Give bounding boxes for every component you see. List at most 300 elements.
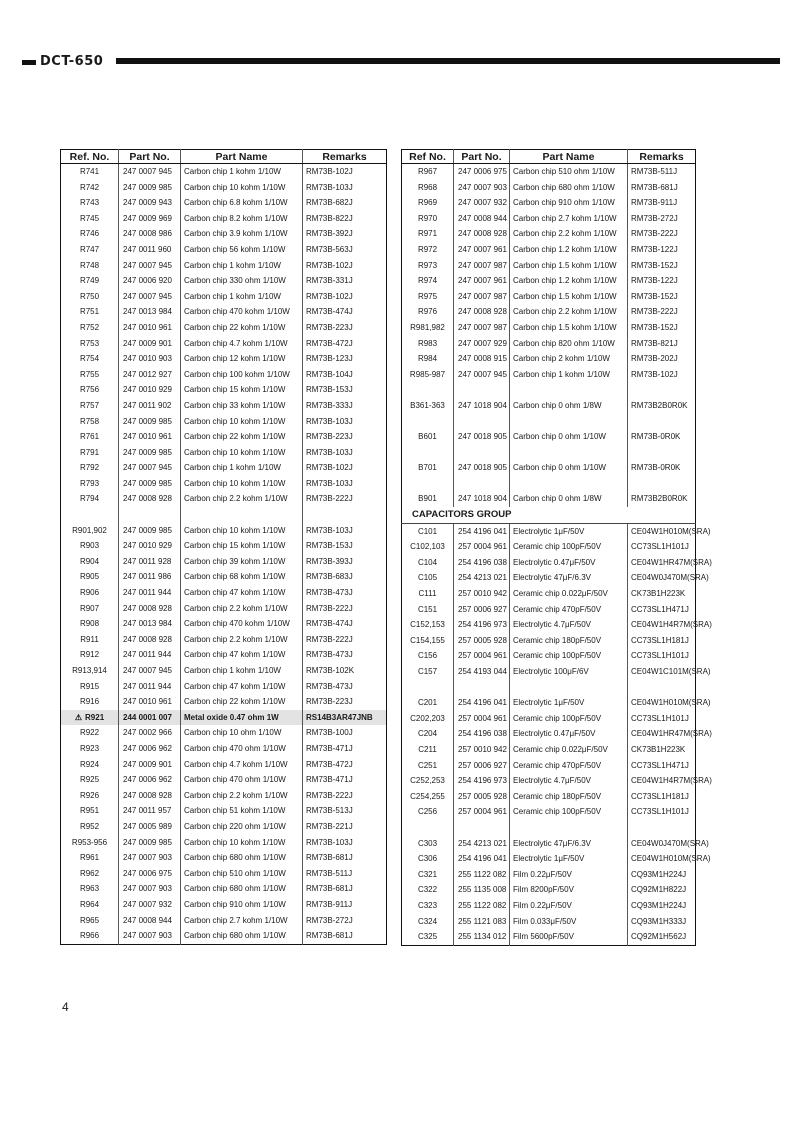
remarks-cell [628, 680, 696, 696]
part-no-cell: 247 0007 961 [454, 273, 510, 289]
ref-no-cell: R748 [79, 260, 100, 270]
part-no-cell: 247 0006 975 [119, 866, 181, 882]
table-header-row [402, 150, 696, 164]
remarks-cell: RM73B-911J [628, 195, 696, 211]
ref-no-cell: C154,155 [410, 635, 445, 645]
table-row [402, 336, 696, 352]
ref-no-cell: C202,203 [410, 713, 445, 723]
part-name-cell: Carbon chip 0 ohm 1/10W [510, 429, 628, 445]
ref-no-cell: R912 [79, 650, 100, 660]
part-name-cell: Carbon chip 1 kohm 1/10W [181, 164, 303, 180]
table-row [61, 351, 387, 367]
part-no-cell: 244 0001 007 [119, 710, 181, 726]
table-row [402, 491, 696, 507]
ref-no-cell: C251 [417, 760, 438, 770]
remarks-cell: RM73B-100J [303, 725, 387, 741]
part-no-cell: 257 0004 961 [454, 648, 510, 664]
part-name-cell: Ceramic chip 100pF/50V [510, 804, 628, 820]
remarks-cell: RM73B2B0R0K [628, 491, 696, 507]
part-name-cell: Carbon chip 8.2 kohm 1/10W [181, 211, 303, 227]
part-no-cell: 254 4196 041 [454, 851, 510, 867]
warning-icon: ⚠ [74, 712, 83, 722]
table-row [61, 289, 387, 305]
model-title: DCT-650 [40, 54, 104, 69]
part-no-cell: 247 0010 929 [119, 538, 181, 554]
remarks-cell: RM73B-102J [628, 367, 696, 383]
part-no-cell: 254 4196 973 [454, 773, 510, 789]
ref-no-cell: R925 [79, 775, 100, 785]
table-row [61, 850, 387, 866]
remarks-cell: CE04W1H4R7M(SRA) [628, 617, 696, 633]
ref-no-cell: R965 [79, 915, 100, 925]
part-no-cell: 255 1121 083 [454, 914, 510, 930]
table-row [61, 897, 387, 913]
remarks-cell: RM73B-221J [303, 819, 387, 835]
remarks-cell: CE04W1H4R7M(SRA) [628, 773, 696, 789]
table-row [61, 819, 387, 835]
ref-no-cell: R953-956 [71, 837, 108, 847]
part-no-cell: 247 0008 928 [119, 601, 181, 617]
ref-no-cell: R976 [417, 307, 438, 317]
part-no-cell: 247 0018 905 [454, 429, 510, 445]
part-no-cell: 247 0007 929 [454, 336, 510, 352]
ref-no-cell: R915 [79, 681, 100, 691]
part-no-cell [454, 382, 510, 398]
part-name-cell: Carbon chip 910 ohm 1/10W [510, 195, 628, 211]
remarks-cell [303, 507, 387, 523]
remarks-cell: RM73B-331J [303, 273, 387, 289]
part-no-cell: 254 4196 038 [454, 555, 510, 571]
remarks-cell: RM73B-472J [303, 757, 387, 773]
table-row [402, 758, 696, 774]
table-row [61, 336, 387, 352]
table-row [402, 164, 696, 180]
part-no-cell: 247 0009 969 [119, 211, 181, 227]
table-row [61, 382, 387, 398]
ref-no-cell: C201 [417, 698, 438, 708]
table-row [402, 555, 696, 571]
part-no-cell: 247 0007 987 [454, 320, 510, 336]
part-name-cell: Carbon chip 3.9 kohm 1/10W [181, 226, 303, 242]
ref-no-cell: C254,255 [410, 791, 445, 801]
remarks-cell: RM73B-333J [303, 398, 387, 414]
ref-no-cell: R753 [79, 338, 100, 348]
ref-no-cell: B361-363 [410, 400, 445, 410]
remarks-cell: CQ93M1H224J [628, 898, 696, 914]
part-no-cell: 257 0010 942 [454, 742, 510, 758]
ref-no-cell: C306 [417, 854, 438, 864]
col-remarks: Remarks [628, 150, 696, 164]
part-name-cell: Carbon chip 680 ohm 1/10W [181, 928, 303, 944]
table-row [402, 195, 696, 211]
remarks-cell: RM73B-272J [303, 913, 387, 929]
part-no-cell: 254 4193 044 [454, 664, 510, 680]
part-no-cell: 247 0007 903 [454, 180, 510, 196]
ref-no-cell: R746 [79, 229, 100, 239]
table-row [61, 460, 387, 476]
part-name-cell: Carbon chip 680 ohm 1/10W [181, 881, 303, 897]
part-no-cell: 247 0009 985 [119, 414, 181, 430]
part-name-cell: Carbon chip 2.2 kohm 1/10W [181, 491, 303, 507]
ref-no-cell: R747 [79, 244, 100, 254]
table-row [402, 460, 696, 476]
table-row [61, 304, 387, 320]
part-no-cell: 247 0011 928 [119, 554, 181, 570]
remarks-cell: RM73B-103J [303, 523, 387, 539]
table-row [402, 929, 696, 945]
table-row [61, 523, 387, 539]
part-no-cell: 247 0010 961 [119, 320, 181, 336]
table-row [61, 476, 387, 492]
remarks-cell: RM73B-681J [303, 928, 387, 944]
ref-no-cell: R970 [417, 213, 438, 223]
ref-no-cell: R755 [79, 369, 100, 379]
part-name-cell: Carbon chip 1 kohm 1/10W [181, 258, 303, 274]
col-ref-no: Ref No. [402, 150, 454, 164]
part-no-cell: 247 0007 903 [119, 850, 181, 866]
part-name-cell: Ceramic chip 0.022μF/50V [510, 742, 628, 758]
ref-no-cell: R961 [79, 853, 100, 863]
part-name-cell: Film 0.22μF/50V [510, 898, 628, 914]
table-row [61, 398, 387, 414]
part-no-cell: 254 4196 038 [454, 726, 510, 742]
part-name-cell: Electrolytic 1μF/50V [510, 695, 628, 711]
remarks-cell: CK73B1H223K [628, 742, 696, 758]
remarks-cell: CC73SL1H101J [628, 648, 696, 664]
part-no-cell: 247 0011 960 [119, 242, 181, 258]
remarks-cell: RM73B-104J [303, 367, 387, 383]
table-row [61, 601, 387, 617]
part-name-cell: Ceramic chip 470pF/50V [510, 602, 628, 618]
part-name-cell: Electrolytic 1μF/50V [510, 523, 628, 539]
part-no-cell: 247 0009 985 [119, 445, 181, 461]
remarks-cell: RM73B-222J [303, 491, 387, 507]
ref-no-cell: R924 [79, 759, 100, 769]
ref-no-cell: R908 [79, 619, 100, 629]
ref-no-cell: R906 [79, 588, 100, 598]
table-row [402, 382, 696, 398]
ref-no-cell: R754 [79, 354, 100, 364]
table-row [402, 633, 696, 649]
remarks-cell [628, 820, 696, 836]
part-name-cell: Carbon chip 910 ohm 1/10W [181, 897, 303, 913]
part-no-cell: 247 0010 929 [119, 382, 181, 398]
part-name-cell [510, 414, 628, 430]
table-row [402, 898, 696, 914]
ref-no-cell: R742 [79, 182, 100, 192]
part-no-cell: 254 4213 021 [454, 836, 510, 852]
part-no-cell: 247 0005 989 [119, 819, 181, 835]
ref-no-cell: R756 [79, 385, 100, 395]
remarks-cell: CE04W0J470M(SRA) [628, 836, 696, 852]
table-row [402, 367, 696, 383]
table-row [61, 725, 387, 741]
part-name-cell: Carbon chip 2.2 kohm 1/10W [181, 788, 303, 804]
ref-no-cell: C104 [417, 557, 438, 567]
ref-no-cell: C105 [417, 573, 438, 583]
part-no-cell [454, 414, 510, 430]
ref-no-cell: R962 [79, 868, 100, 878]
remarks-cell: RM73B-681J [628, 180, 696, 196]
table-row [402, 445, 696, 461]
remarks-cell: CE04W0J470M(SRA) [628, 570, 696, 586]
table-row [61, 757, 387, 773]
part-no-cell: 247 0007 945 [119, 289, 181, 305]
part-name-cell: Electrolytic 4.7μF/50V [510, 773, 628, 789]
table-row [61, 788, 387, 804]
part-name-cell: Carbon chip 470 ohm 1/10W [181, 772, 303, 788]
parts-table-right [401, 149, 712, 946]
remarks-cell: RM73B-471J [303, 741, 387, 757]
table-row [402, 242, 696, 258]
part-no-cell: 247 0007 903 [119, 928, 181, 944]
remarks-cell: RM73B-682J [303, 195, 387, 211]
remarks-cell: RM73B-822J [303, 211, 387, 227]
ref-no-cell: C101 [417, 526, 438, 536]
remarks-cell: RM73B-272J [628, 211, 696, 227]
part-no-cell: 257 0005 928 [454, 633, 510, 649]
part-name-cell [181, 507, 303, 523]
part-name-cell: Carbon chip 47 kohm 1/10W [181, 679, 303, 695]
part-no-cell: 247 0009 985 [119, 523, 181, 539]
remarks-cell: RM73B-102J [303, 258, 387, 274]
part-name-cell [510, 680, 628, 696]
part-name-cell: Carbon chip 510 ohm 1/10W [181, 866, 303, 882]
part-name-cell: Ceramic chip 180pF/50V [510, 789, 628, 805]
col-part-name: Part Name [510, 150, 628, 164]
table-row [61, 585, 387, 601]
part-name-cell: Carbon chip 2.2 kohm 1/10W [510, 304, 628, 320]
part-no-cell: 255 1122 082 [454, 867, 510, 883]
part-no-cell: 254 4196 041 [454, 695, 510, 711]
part-no-cell: 255 1122 082 [454, 898, 510, 914]
table-row [61, 710, 387, 726]
part-name-cell: Film 8200pF/50V [510, 882, 628, 898]
ref-no-cell: R926 [79, 790, 100, 800]
remarks-cell: RM73B-222J [628, 226, 696, 242]
ref-no-cell [402, 820, 454, 836]
part-name-cell: Metal oxide 0.47 ohm 1W [181, 710, 303, 726]
table-row [61, 367, 387, 383]
table-row [402, 664, 696, 680]
table-row [61, 180, 387, 196]
ref-no-cell [61, 710, 119, 726]
remarks-cell: CQ93M1H333J [628, 914, 696, 930]
table-row [402, 648, 696, 664]
part-name-cell: Carbon chip 51 kohm 1/10W [181, 803, 303, 819]
ref-no-cell: R973 [417, 260, 438, 270]
part-name-cell: Carbon chip 15 kohm 1/10W [181, 382, 303, 398]
remarks-cell: CC73SL1H101J [628, 539, 696, 555]
part-name-cell: Carbon chip 47 kohm 1/10W [181, 647, 303, 663]
part-no-cell: 254 4196 041 [454, 523, 510, 539]
ref-no-cell: R968 [417, 182, 438, 192]
part-name-cell: Carbon chip 0 ohm 1/8W [510, 398, 628, 414]
remarks-cell: RM73B-103J [303, 414, 387, 430]
table-row [61, 445, 387, 461]
remarks-cell: RM73B-152J [628, 289, 696, 305]
ref-no-cell: C156 [417, 651, 438, 661]
part-name-cell: Carbon chip 2 kohm 1/10W [510, 351, 628, 367]
table-row [61, 694, 387, 710]
ref-no-cell: C211 [418, 744, 437, 754]
part-no-cell: 247 0011 944 [119, 647, 181, 663]
part-no-cell: 257 0004 961 [454, 804, 510, 820]
part-no-cell: 247 0008 928 [119, 632, 181, 648]
part-no-cell: 247 0009 985 [119, 835, 181, 851]
remarks-cell: RM73B-223J [303, 320, 387, 336]
remarks-cell: CE04W1H010M(SRA) [628, 851, 696, 867]
part-no-cell: 247 0007 903 [119, 881, 181, 897]
table-row [61, 913, 387, 929]
ref-no-cell: R969 [417, 198, 438, 208]
part-no-cell: 247 0007 945 [119, 258, 181, 274]
ref-no-cell: R793 [79, 478, 100, 488]
table-row [402, 180, 696, 196]
part-name-cell: Film 0.22μF/50V [510, 867, 628, 883]
remarks-cell: RM73B-471J [303, 772, 387, 788]
table-row [402, 726, 696, 742]
remarks-cell: RM73B-122J [628, 273, 696, 289]
part-name-cell: Film 0.033μF/50V [510, 914, 628, 930]
remarks-cell: RM73B-513J [303, 803, 387, 819]
ref-no-cell: R911 [80, 634, 99, 644]
part-no-cell: 247 0007 945 [454, 367, 510, 383]
ref-no-cell: R985-987 [409, 369, 446, 379]
part-name-cell: Film 5600pF/50V [510, 929, 628, 945]
remarks-cell: RM73B-103J [303, 180, 387, 196]
part-name-cell: Carbon chip 820 ohm 1/10W [510, 336, 628, 352]
table-row [402, 523, 696, 539]
remarks-cell: RM73B-102K [303, 663, 387, 679]
remarks-cell: CQ92M1H562J [628, 929, 696, 945]
part-no-cell: 257 0005 928 [454, 789, 510, 805]
table-row [402, 882, 696, 898]
ref-no-cell: R761 [79, 432, 100, 442]
part-name-cell: Carbon chip 0 ohm 1/10W [510, 460, 628, 476]
ref-no-cell: R791 [79, 447, 100, 457]
remarks-cell: RM73B-223J [303, 694, 387, 710]
ref-no-cell: R752 [79, 322, 100, 332]
remarks-cell: RM73B-681J [303, 850, 387, 866]
part-no-cell [454, 445, 510, 461]
remarks-cell: RM73B-102J [303, 289, 387, 305]
remarks-cell: CE04W1HR47M(SRA) [628, 555, 696, 571]
table-row [402, 914, 696, 930]
ref-no-cell: R749 [79, 276, 100, 286]
remarks-cell: RM73B-0R0K [628, 429, 696, 445]
ref-no-cell: C256 [417, 807, 438, 817]
part-no-cell: 247 0010 903 [119, 351, 181, 367]
part-name-cell: Carbon chip 100 kohm 1/10W [181, 367, 303, 383]
part-name-cell: Electrolytic 47μF/6.3V [510, 570, 628, 586]
table-row [402, 273, 696, 289]
ref-no-cell: R963 [79, 884, 100, 894]
ref-no-cell [402, 414, 454, 430]
part-no-cell: 247 0006 962 [119, 741, 181, 757]
col-part-no: Part No. [454, 150, 510, 164]
part-no-cell: 247 0008 928 [454, 304, 510, 320]
remarks-cell: RM73B-102J [303, 164, 387, 180]
table-row [402, 773, 696, 789]
part-name-cell: Carbon chip 4.7 kohm 1/10W [181, 336, 303, 352]
table-row [402, 695, 696, 711]
remarks-cell: RM73B-202J [628, 351, 696, 367]
part-no-cell: 247 0007 987 [454, 289, 510, 305]
remarks-cell: RM73B-152J [628, 258, 696, 274]
remarks-cell: CC73SL1H181J [628, 633, 696, 649]
part-name-cell: Carbon chip 1 kohm 1/10W [181, 289, 303, 305]
part-name-cell: Carbon chip 1.2 kohm 1/10W [510, 242, 628, 258]
part-name-cell: Carbon chip 1 kohm 1/10W [181, 460, 303, 476]
remarks-cell: RM73B-123J [303, 351, 387, 367]
ref-no-cell: C157 [417, 667, 438, 676]
part-name-cell: Carbon chip 56 kohm 1/10W [181, 242, 303, 258]
part-no-cell: 247 0008 986 [119, 226, 181, 242]
table-row [61, 195, 387, 211]
part-name-cell: Carbon chip 470 kohm 1/10W [181, 616, 303, 632]
ref-no-cell: R758 [79, 416, 100, 426]
ref-no-cell: R972 [417, 244, 438, 254]
table-row [61, 429, 387, 445]
part-name-cell: Carbon chip 2.2 kohm 1/10W [181, 601, 303, 617]
part-name-cell: Electrolytic 47μF/6.3V [510, 836, 628, 852]
remarks-cell: CQ93M1H224J [628, 867, 696, 883]
table-row [402, 258, 696, 274]
table-row [61, 663, 387, 679]
ref-no-cell: C204 [417, 729, 438, 739]
table-row [61, 741, 387, 757]
ref-no-cell: C324 [417, 916, 438, 926]
remarks-cell: RM73B-474J [303, 304, 387, 320]
ref-no-cell: R981,982 [410, 322, 445, 332]
table-row [402, 414, 696, 430]
remarks-cell: RM73B2B0R0K [628, 398, 696, 414]
table-row [402, 226, 696, 242]
part-name-cell: Carbon chip 470 ohm 1/10W [181, 741, 303, 757]
ref-no-cell: R971 [417, 229, 438, 239]
ref-no-cell: B601 [418, 432, 437, 442]
part-no-cell: 247 0006 962 [119, 772, 181, 788]
parts-table-left [60, 149, 387, 945]
table-header-row [61, 150, 387, 164]
ref-no-cell: R901,902 [72, 525, 107, 535]
part-name-cell: Carbon chip 2.7 kohm 1/10W [510, 211, 628, 227]
part-name-cell: Carbon chip 2.2 kohm 1/10W [181, 632, 303, 648]
col-part-no: Part No. [119, 150, 181, 164]
page-number: 4 [62, 1000, 69, 1014]
header-rule-left [22, 60, 36, 65]
ref-no-cell [402, 680, 454, 696]
part-no-cell: 247 0008 928 [119, 491, 181, 507]
part-name-cell: Carbon chip 4.7 kohm 1/10W [181, 757, 303, 773]
part-no-cell: 247 0007 932 [454, 195, 510, 211]
part-no-cell: 247 1018 904 [454, 491, 510, 507]
table-row [61, 866, 387, 882]
part-no-cell: 247 0009 943 [119, 195, 181, 211]
table-row [61, 835, 387, 851]
part-name-cell: Carbon chip 470 kohm 1/10W [181, 304, 303, 320]
part-no-cell: 247 0002 966 [119, 725, 181, 741]
part-name-cell: Electrolytic 1μF/50V [510, 851, 628, 867]
remarks-cell: CQ92M1H822J [628, 882, 696, 898]
remarks-cell: RM73B-392J [303, 226, 387, 242]
ref-no-cell: B701 [418, 463, 437, 473]
ref-no-cell: C111 [418, 589, 437, 599]
table-row [61, 616, 387, 632]
remarks-cell: RM73B-393J [303, 554, 387, 570]
ref-no-cell: R974 [417, 276, 438, 286]
